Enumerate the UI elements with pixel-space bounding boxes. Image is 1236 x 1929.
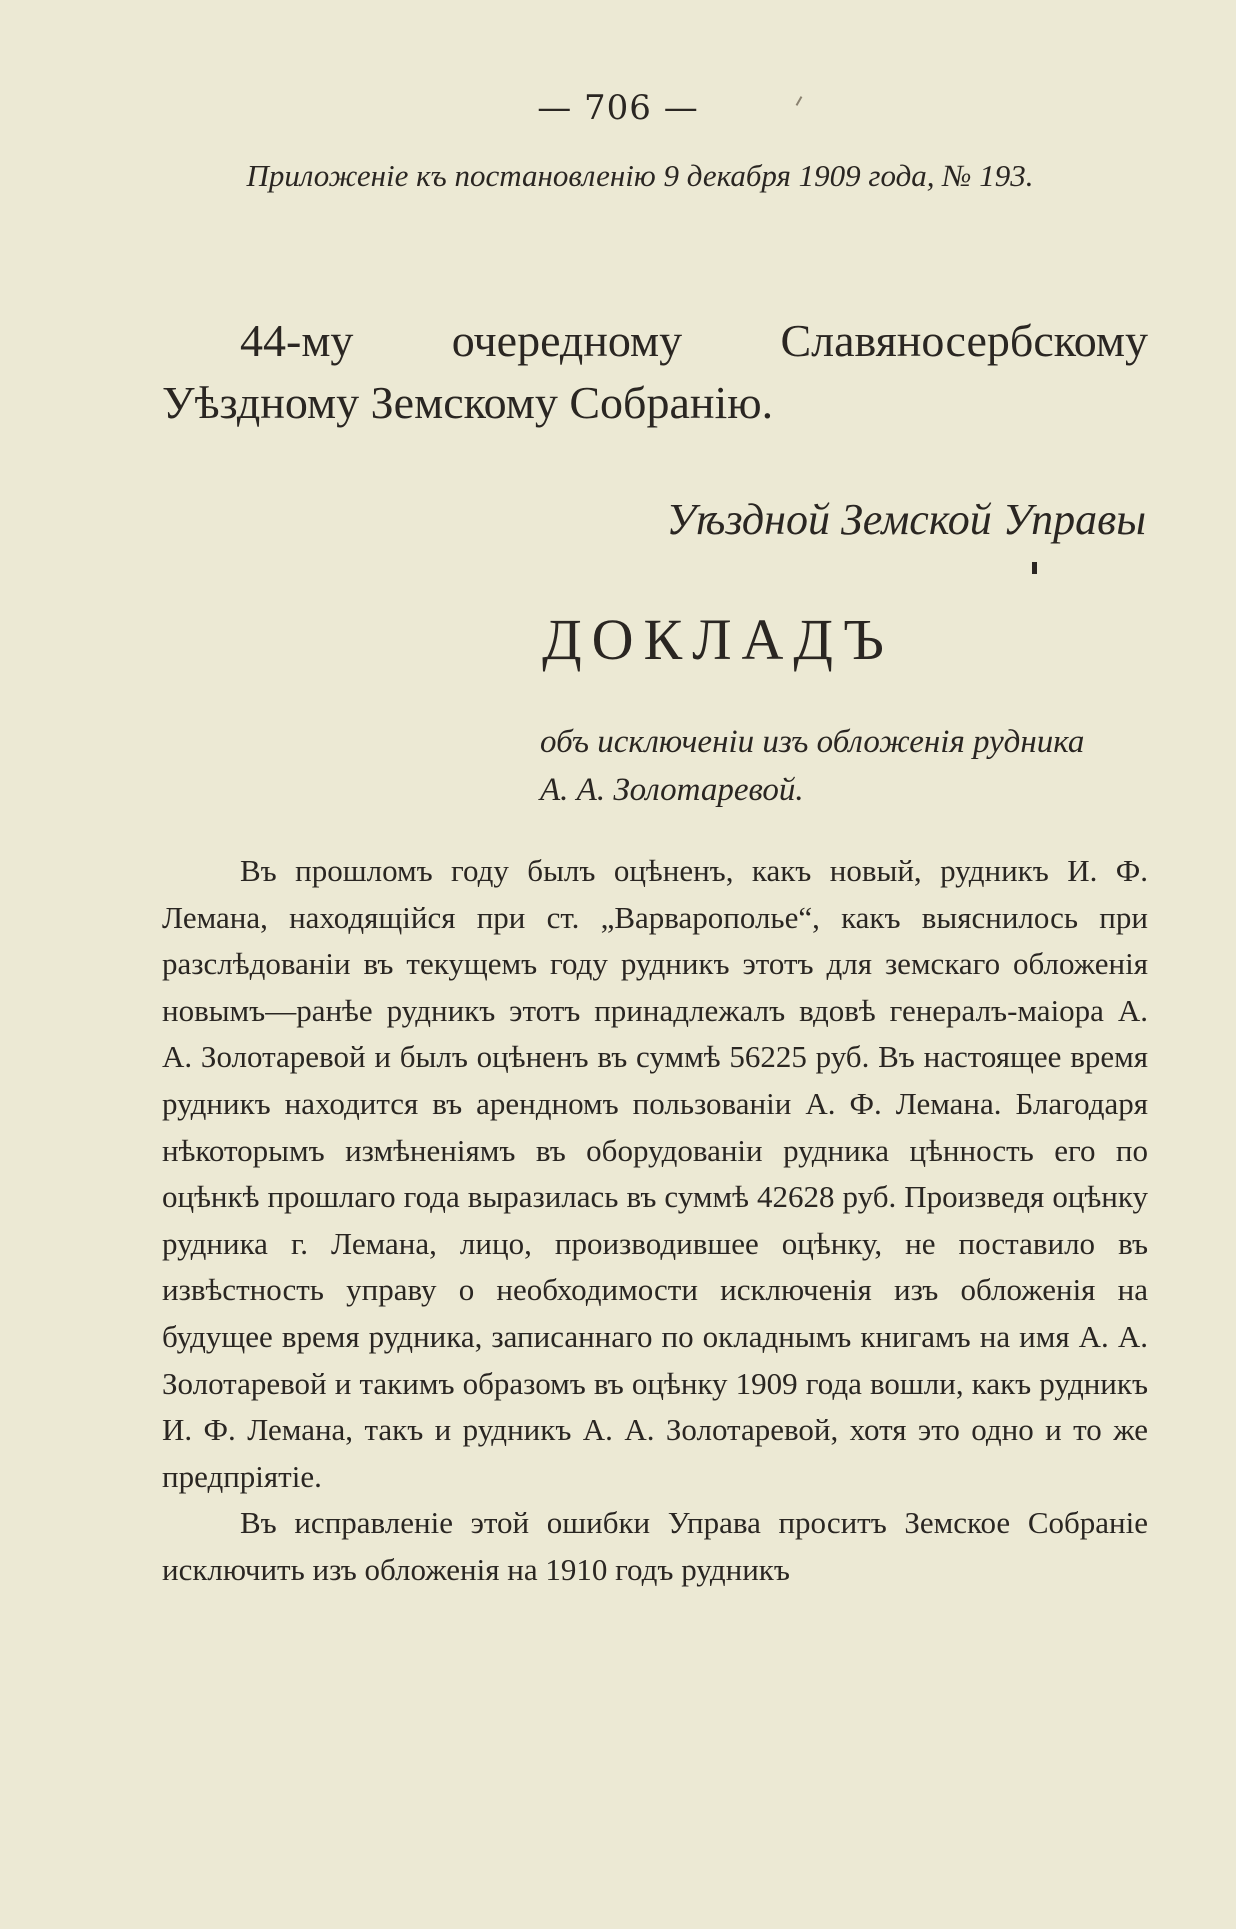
subject-line-1: объ исключеніи изъ обложенія рудника xyxy=(540,724,1085,760)
report-body xyxy=(162,848,1148,1594)
document-heading xyxy=(162,310,1148,434)
body-paragraph: Въ исправленіе этой ошибки Управа проситъ Земское Собраніе исключить изъ обложенія на 1910 годъ рудникъ xyxy=(162,1505,1148,1587)
body-paragraph: Въ прошломъ году былъ оцѣненъ, какъ новый, рудникъ И. Ф. Лемана, находящійся при ст. „Варваропольe“, какъ выяснилось при разслѣдованіи въ текущемъ году рудникъ этотъ для земскаго обложенія новымъ—ранѣе рудникъ этотъ принадлежалъ вдовѣ генералъ-маіора А. А. Золотаревой и былъ оцѣненъ въ суммѣ 56225 руб. Въ настоящее время рудникъ находится въ арендномъ пользованіи А. Ф. Лемана. Благодаря нѣкоторымъ измѣненіямъ въ оборудованіи рудника цѣнность его по оцѣнкѣ прошлаго года выразилась въ суммѣ 42628 руб. Произведя оцѣнку рудника г. Лемана, лицо, производившее оцѣнку, не поставило въ извѣстность управу о необходимости исключенія изъ обложенія на будущее время рудника, записаннаго по окладнымъ книгамъ на имя А. А. Золотаревой и такимъ образомъ въ оцѣнку 1909 года вошли, какъ рудникъ И. Ф. Лемана, такъ и рудникъ А. А. Золотаревой, хотя это одно и то же предпріятіе. xyxy=(162,853,1148,1494)
authority-line: Уѣздной Земской Управы xyxy=(666,495,1146,544)
document-type-title: ДОКЛАДЪ xyxy=(542,607,894,672)
ink-mark xyxy=(1032,562,1037,574)
subject-line-2: А. А. Золотаревой. xyxy=(540,772,804,808)
appendix-note: Приложеніе къ постановленію 9 декабря 1909 года, № 193. xyxy=(246,158,1034,193)
page-number: — 706 — xyxy=(537,88,699,128)
report-subject xyxy=(540,718,1144,814)
heading-text: 44-му очередному Славяносербскому Уѣздному Земскому Собранію. xyxy=(162,315,1148,428)
